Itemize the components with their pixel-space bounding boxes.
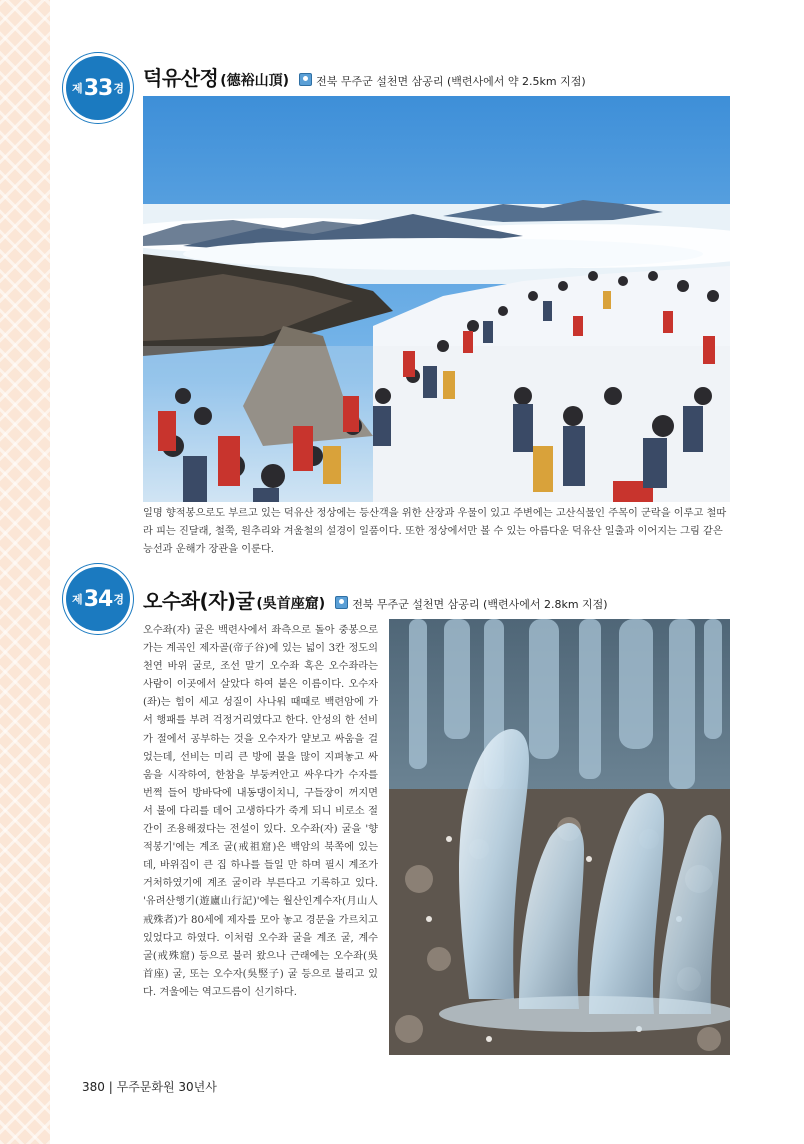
section-body-text: 오수좌(자) 굴은 백련사에서 좌측으로 돌아 중봉으로 가는 계곡인 제자골(帝子谷)에 있는 넓이 3칸 정도의 천연 바위 굴로, 조선 말기 오수좌 혹은 오수좌라는 사람이 이곳에서 살았다 하여 붙은 이름이다. 오수자(좌)는 힘이 세고 성질이 사나워 때때로 백련암에 가서 행패를 부려 걱정거리였다고 한다. 안성의 한 선비가 절에서 공부하는 것을 오수자가 얕보고 싸움을 걸었는데, 선비는 미리 큰 방에 불을 많이 지펴놓고 싸움을 시작하여, 한참을 부둥켜안고 싸우다가 수자를 번쩍 들어 방바닥에 내동댕이치니, 구들장이 꺼지면서 불에 다리를 데어 고생하다가 죽게 되니 비로소 절간이 조용해졌다는 전설이 있다. 오수좌(자) 굴을 '향적봉기'에는 계조 굴(戒祖窟)은 백암의 북쪽에 있는데, 바위집이 큰 집 하나를 들일 만 하며 필시 계조가 거처하였기에 계조 굴이라 부른다고 기록하고 있다. '유려산행기(遊廬山行記)'에는 월산인계수자(月山人戒殊者)가 80세에 제자를 모아 놓고 경문을 가르치고 있었다고 하였다. 이처럼 오수좌 굴을 계조 굴, 계수 굴(戒殊窟) 등으로 불러 왔으나 근래에는 오수좌(吳首座) 굴, 또는 오수자(吳竪子) 굴 등으로 불리고 있다. 겨울에는 역고드름이 신기하다.: [143, 625, 378, 998]
publication-title: 무주문화원 30년사: [116, 1080, 217, 1094]
page-number: 380: [82, 1080, 105, 1094]
scenery-number-badge: 제 33 경: [66, 56, 130, 120]
section-location: 전북 무주군 설천면 삼공리 (백련사에서 약 2.5km 지점): [316, 75, 586, 88]
location-pin-icon: [299, 73, 312, 86]
section-heading: [143, 62, 586, 91]
section-location: 전북 무주군 설천면 삼공리 (백련사에서 2.8km 지점): [352, 598, 608, 611]
section-title: 덕유산정: [143, 66, 219, 90]
footer-separator: |: [108, 1080, 113, 1094]
scenery-number-badge: 제 34 경: [66, 567, 130, 631]
ice-stalagmite-photo: [389, 619, 730, 1055]
decorative-side-strip: [0, 0, 50, 1144]
photo-caption: 일명 향적봉으로도 부르고 있는 덕유산 정상에는 등산객을 위한 산장과 우물이 있고 주변에는 고산식물인 주목이 군락을 이루고 철따라 피는 진달래, 철쭉, 원추리와 겨울철의 설경이 일품이다. 또한 정상에서만 볼 수 있는 아름다운 덕유산 일출과 이어지는 그림 같은 능선과 운해가 장관을 이룬다.: [143, 508, 727, 555]
location-pin-icon: [335, 596, 348, 609]
page-footer: [82, 1078, 217, 1095]
section-heading: [143, 585, 608, 614]
section-title-hanja: (德裕山頂): [220, 73, 290, 89]
mountain-summit-crowd-photo: [143, 96, 730, 502]
section-title: 오수좌(자)굴: [143, 589, 255, 613]
section-title-hanja: (吳首座窟): [256, 596, 326, 612]
